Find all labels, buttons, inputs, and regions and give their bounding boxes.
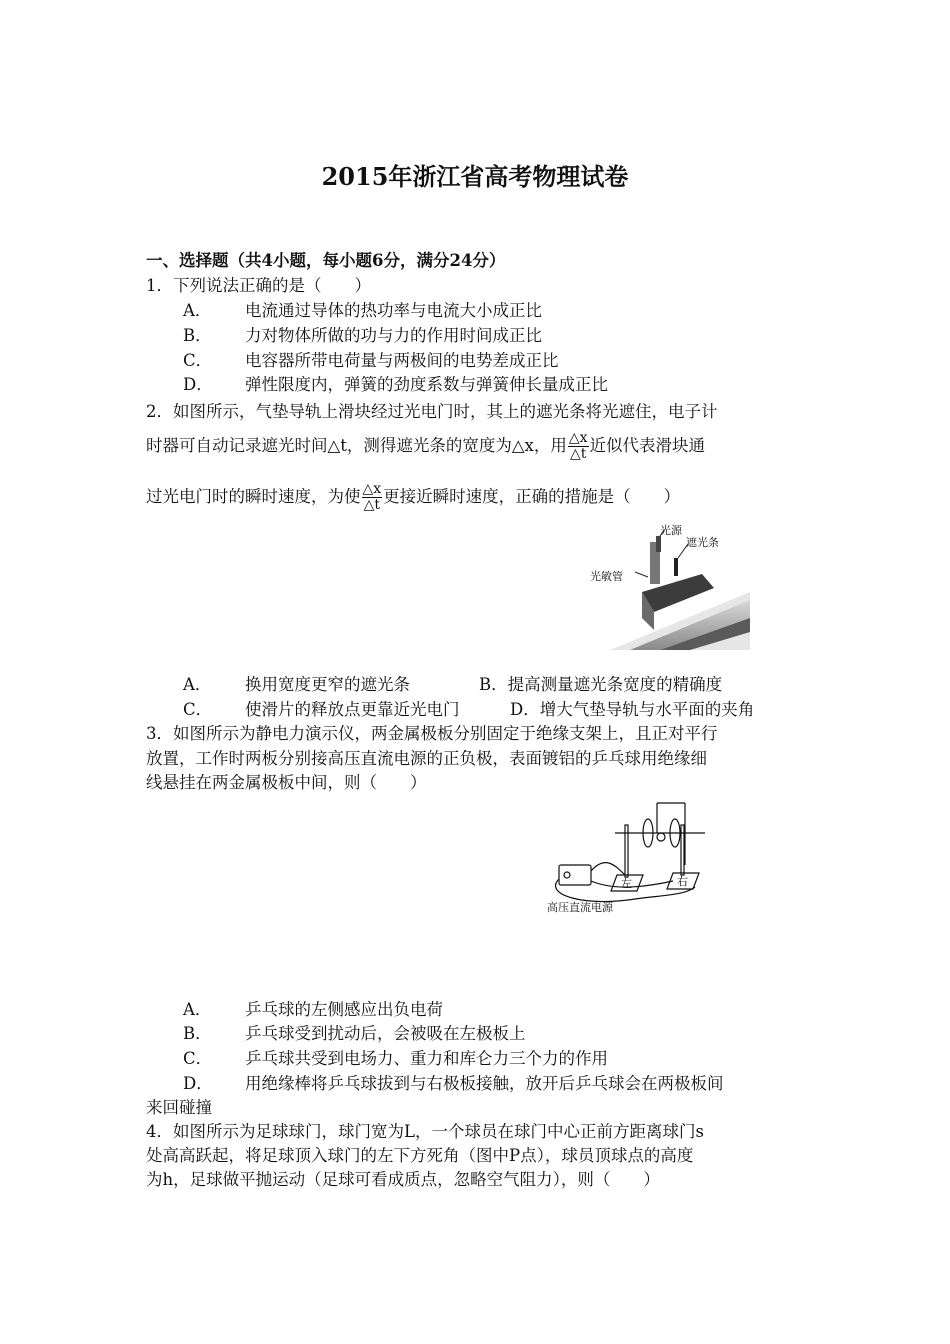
q2-option-d: D．增大气垫导轨与水平面的夹角 — [510, 700, 755, 719]
q1-option-c — [183, 350, 559, 372]
option-label: A． — [183, 1000, 212, 1019]
q1-option-b — [183, 325, 542, 347]
fig-label-power: 高压直流电源 — [547, 901, 613, 914]
option-text: 电流通过导体的热功率与电流大小成正比 — [245, 301, 542, 320]
option-label: B． — [183, 326, 212, 345]
option-text: 换用宽度更窄的遮光条 — [245, 675, 410, 694]
q1-stem: 1．下列说法正确的是（ ） — [146, 276, 371, 295]
option-text: 力对物体所做的功与力的作用时间成正比 — [245, 326, 542, 345]
option-label: C． — [183, 700, 213, 719]
option-label: A． — [183, 301, 212, 320]
option-text: 使滑片的释放点更靠近光电门 — [245, 700, 460, 719]
option-text: 用绝缘棒将乒乓球拔到与右极板接触，放开后乒乓球会在两极板间 — [245, 1074, 724, 1093]
option-text: 乒乓球共受到电场力、重力和库仑力三个力的作用 — [245, 1049, 608, 1068]
electrostatic-diagram — [545, 795, 715, 915]
q3-option-d — [183, 1073, 724, 1095]
q4-line-3: 为h，足球做平抛运动（足球可看成质点，忽略空气阻力），则（ ） — [146, 1170, 660, 1189]
q3-option-d-wrap: 来回碰撞 — [146, 1098, 212, 1117]
q3-line-1: 3．如图所示为静电力演示仪，两金属极板分别固定于绝缘支架上，且正对平行 — [146, 724, 718, 743]
q3-line-2: 放置，工作时两板分别接高压直流电源的正负极，表面镀铝的乒乓球用绝缘细 — [146, 749, 707, 768]
q4-line-2: 处高高跃起，将足球顶入球门的左下方死角（图中P点），球员顶球点的高度 — [146, 1146, 694, 1165]
option-text: 乒乓球受到扰动后，会被吸在左极板上 — [245, 1024, 526, 1043]
fraction — [362, 482, 383, 513]
q3-option-a — [183, 999, 443, 1021]
air-track-photo — [590, 522, 750, 650]
q2-text: 近似代表滑块通 — [589, 436, 705, 455]
q2-option-b: B．提高测量遮光条宽度的精确度 — [479, 675, 723, 694]
q2-option-a — [183, 674, 410, 696]
option-label: D． — [183, 375, 213, 394]
option-label: C． — [183, 351, 213, 370]
option-text: 电容器所带电荷量与两极间的电势差成正比 — [245, 351, 559, 370]
fig-label-source: 光源 — [660, 524, 682, 537]
electrostatic-figure — [545, 795, 715, 915]
q3-line-3: 线悬挂在两金属极板中间，则（ ） — [146, 773, 427, 792]
q2-text: 时器可自动记录遮光时间△t，测得遮光条的宽度为△x，用 — [146, 436, 567, 455]
fraction-denominator: △t — [363, 497, 381, 513]
section-heading: 一、选择题（共4小题，每小题6分，满分24分） — [146, 251, 506, 270]
option-label: B． — [183, 1024, 212, 1043]
fig-label-tube: 光敏管 — [590, 570, 623, 583]
fraction-numerator: △x — [362, 481, 382, 497]
option-text: 乒乓球的左侧感应出负电荷 — [245, 1000, 443, 1019]
fig-label-strip: 遮光条 — [686, 536, 719, 549]
air-track-figure — [590, 522, 750, 650]
option-label: A． — [183, 675, 212, 694]
option-text: 弹性限度内，弹簧的劲度系数与弹簧伸长量成正比 — [245, 375, 608, 394]
fig-label-left: 左 — [621, 877, 632, 890]
q1-option-a — [183, 300, 542, 322]
fraction-denominator: △t — [569, 446, 587, 462]
fig-label-right: 右 — [677, 875, 688, 888]
page-title: 2015年浙江省高考物理试卷 — [321, 162, 629, 191]
q2-line-3 — [146, 478, 680, 516]
q2-text: 更接近瞬时速度，正确的措施是（ ） — [383, 487, 681, 506]
q2-option-c — [183, 699, 460, 721]
q3-option-c — [183, 1048, 608, 1070]
q1-option-d — [183, 374, 608, 396]
option-label: D． — [183, 1074, 213, 1093]
q2-line-1: 2．如图所示，气垫导轨上滑块经过光电门时，其上的遮光条将光遮住，电子计 — [146, 402, 718, 421]
option-label: C． — [183, 1049, 213, 1068]
q2-line-2 — [146, 427, 705, 465]
q3-option-b — [183, 1023, 526, 1045]
q4-line-1: 4．如图所示为足球球门，球门宽为L，一个球员在球门中心正前方距离球门s — [146, 1122, 704, 1141]
q2-text: 过光电门时的瞬时速度，为使 — [146, 487, 361, 506]
fraction-numerator: △x — [568, 430, 588, 446]
fraction — [568, 431, 589, 462]
